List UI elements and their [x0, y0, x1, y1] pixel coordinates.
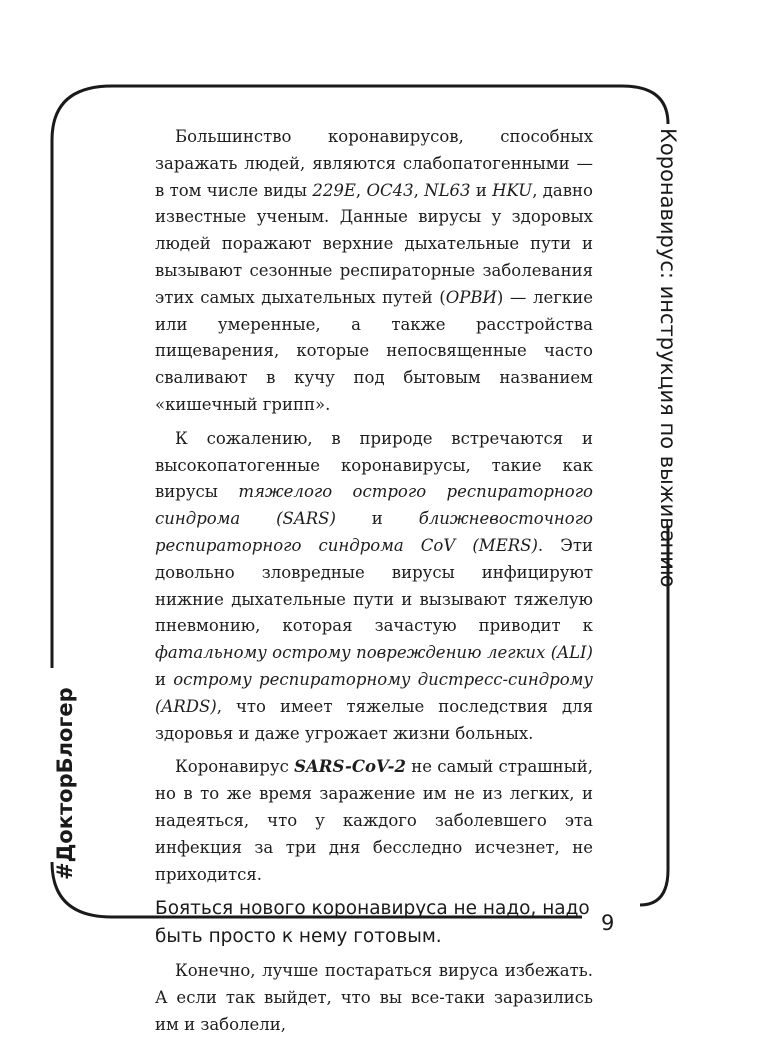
text-run: Коронавирус	[175, 757, 295, 777]
text-run: . Эти довольно зловредные вирусы инфицируют нижние дыхательные пути и вызывают тяжелую пневмонию, которая зачастую приводит к	[155, 535, 593, 636]
paragraph-3	[155, 754, 593, 888]
paragraph-4: Конечно, лучше постараться вируса избежать. А если так выйдет, что вы все-таки заразились им и заболели,	[155, 961, 593, 1034]
text-run: и	[335, 509, 419, 529]
virus-name: OC43	[366, 180, 414, 200]
text-run: и	[470, 180, 493, 200]
text-run: не самый страшный, но в то же время заражение им не из легких, и надеяться, что у каждого заболевшего эта инфекция за три дня бесследно исчезнет, не приходится.	[155, 757, 593, 884]
paragraph-2	[155, 426, 593, 748]
running-title: Коронавирус: инструкция по выживанию	[656, 128, 680, 588]
frame-line-top-right	[112, 86, 668, 124]
text-run: ,	[355, 180, 367, 200]
author-tag: #ДокторБлогер	[53, 687, 77, 880]
text-run: ) — легкие или умеренные, а также расстройства пищеварения, которые непосвященные часто сваливают в кучу под бытовым названием «кишечный грипп».	[155, 287, 593, 414]
page-number: 9	[601, 911, 615, 935]
paragraph-1	[155, 124, 593, 419]
text-run: ,	[413, 180, 425, 200]
italic-term: тяжелого острого респираторного синдрома (SARS)	[155, 482, 593, 529]
virus-name: 229E	[312, 180, 356, 200]
abbreviation: ОРВИ	[445, 287, 497, 307]
virus-name-bold: SARS-CoV-2	[294, 757, 406, 777]
main-text	[155, 124, 593, 1046]
callout-quote: Бояться нового коронавируса не надо, надо быть просто к нему готовым.	[155, 898, 590, 948]
frame-line-left	[52, 86, 112, 668]
text-run: , давно известные ученым. Данные вирусы у здоровых людей поражают верхние дыхательные пути и вызывают сезонные респираторные заболевания этих самых дыхательных путей (	[155, 180, 593, 307]
virus-name: HKU	[492, 180, 533, 200]
italic-term: ближневосточного респираторного синдрома CoV (MERS)	[155, 509, 593, 555]
text-run: К сожалению, в природе встречаются и высокопатогенные коронавирусы, такие как вирусы	[155, 428, 593, 502]
text-run: и	[155, 669, 174, 689]
text-run: Большинство коронавирусов, способных заражать людей, являются слабопатогенными — в том числе виды	[155, 127, 593, 200]
virus-name: NL63	[424, 180, 471, 200]
italic-term: острому респираторному дистресс-синдрому (ARDS)	[155, 669, 593, 716]
text-run: , что имеет тяжелые последствия для здоровья и даже угрожает жизни больных.	[155, 696, 593, 743]
italic-term: фатальному острому повреждению легких (ALI)	[155, 643, 593, 663]
